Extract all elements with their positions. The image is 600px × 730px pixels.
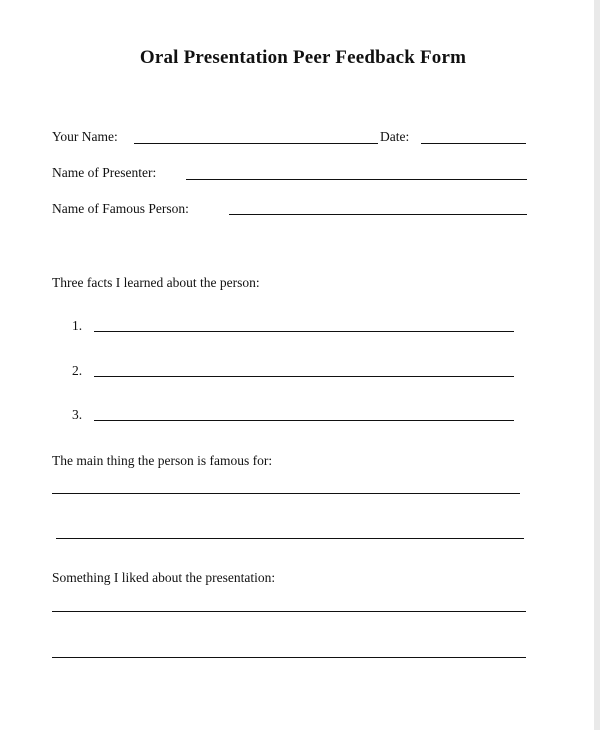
famous-for-line-2[interactable]	[56, 538, 524, 539]
liked-prompt: Something I liked about the presentation:	[52, 570, 276, 585]
date-field[interactable]	[421, 143, 526, 144]
fact-number: 1.	[72, 318, 83, 333]
facts-prompt: Three facts I learned about the person:	[52, 275, 260, 290]
fact-1-field[interactable]	[94, 331, 514, 332]
presenter-field[interactable]	[186, 179, 527, 180]
liked-line-1[interactable]	[52, 611, 526, 612]
famous-person-field[interactable]	[229, 214, 527, 215]
your-name-label: Your Name:	[52, 129, 118, 144]
liked-line-2[interactable]	[52, 657, 526, 658]
form-title: Oral Presentation Peer Feedback Form	[139, 47, 467, 68]
date-label: Date:	[380, 129, 410, 144]
fact-number: 3.	[72, 407, 83, 422]
famous-person-label: Name of Famous Person:	[52, 201, 189, 216]
fact-2-field[interactable]	[94, 376, 514, 377]
presenter-label: Name of Presenter:	[52, 165, 157, 180]
famous-for-line-1[interactable]	[52, 493, 520, 494]
fact-3-field[interactable]	[94, 420, 514, 421]
fact-number: 2.	[72, 363, 83, 378]
famous-for-prompt: The main thing the person is famous for:	[52, 453, 273, 468]
your-name-field[interactable]	[134, 143, 378, 144]
